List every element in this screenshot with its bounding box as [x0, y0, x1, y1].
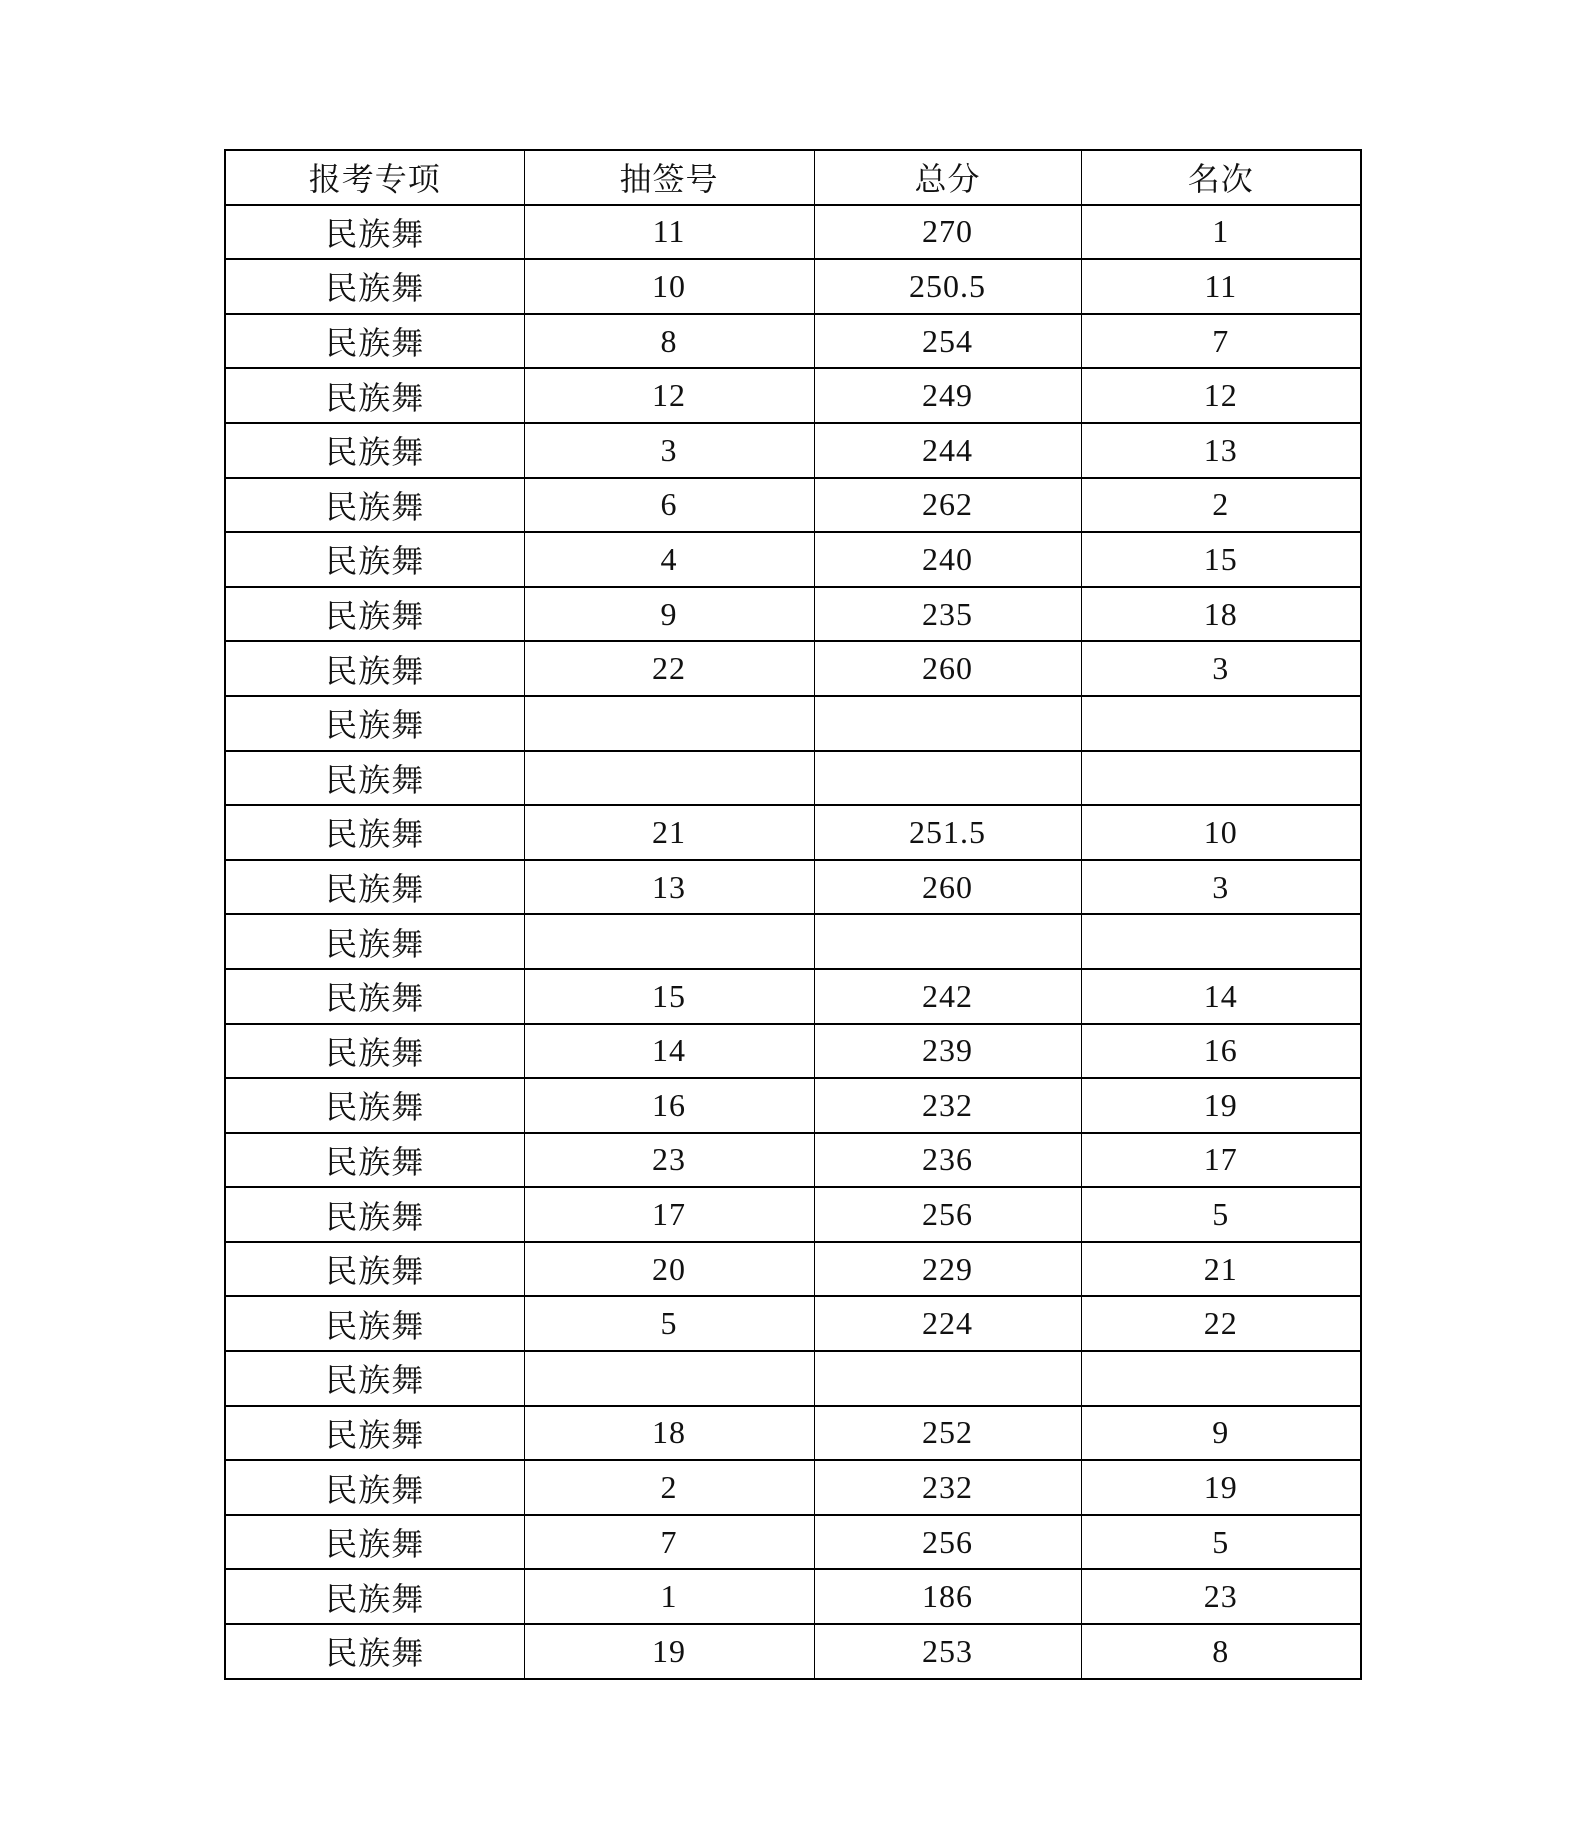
- total-score-cell: 232: [814, 1460, 1081, 1515]
- header-rank: 名次: [1081, 150, 1361, 205]
- total-score-cell: 251.5: [814, 805, 1081, 860]
- total-score-cell: 235: [814, 587, 1081, 642]
- specialty-cell: 民族舞: [225, 532, 524, 587]
- total-score-cell: 256: [814, 1515, 1081, 1570]
- specialty-cell: 民族舞: [225, 423, 524, 478]
- total-score-cell: 253: [814, 1624, 1081, 1679]
- table-row: [225, 1024, 1361, 1079]
- rank-cell: 13: [1081, 423, 1361, 478]
- table-row: [225, 1406, 1361, 1461]
- table-row: [225, 1460, 1361, 1515]
- specialty-cell: 民族舞: [225, 1078, 524, 1133]
- rank-cell: 15: [1081, 532, 1361, 587]
- table-row: [225, 1187, 1361, 1242]
- specialty-cell: 民族舞: [225, 205, 524, 260]
- table-row: [225, 641, 1361, 696]
- specialty-cell: 民族舞: [225, 1133, 524, 1188]
- specialty-cell: 民族舞: [225, 1460, 524, 1515]
- lottery-number-cell: 19: [524, 1624, 814, 1679]
- table-row: [225, 751, 1361, 806]
- rank-cell: [1081, 1351, 1361, 1406]
- total-score-cell: 250.5: [814, 259, 1081, 314]
- total-score-cell: [814, 696, 1081, 751]
- table-row: [225, 1133, 1361, 1188]
- specialty-cell: 民族舞: [225, 1242, 524, 1297]
- total-score-cell: [814, 914, 1081, 969]
- rank-cell: 23: [1081, 1569, 1361, 1624]
- rank-cell: 11: [1081, 259, 1361, 314]
- total-score-cell: 229: [814, 1242, 1081, 1297]
- lottery-number-cell: 9: [524, 587, 814, 642]
- total-score-cell: 236: [814, 1133, 1081, 1188]
- table-row: [225, 205, 1361, 260]
- table-row: [225, 1351, 1361, 1406]
- table-row: [225, 1624, 1361, 1679]
- specialty-cell: 民族舞: [225, 1515, 524, 1570]
- lottery-number-cell: 2: [524, 1460, 814, 1515]
- total-score-cell: 252: [814, 1406, 1081, 1461]
- rank-cell: 1: [1081, 205, 1361, 260]
- table-row: [225, 1242, 1361, 1297]
- rank-cell: 3: [1081, 860, 1361, 915]
- lottery-number-cell: 22: [524, 641, 814, 696]
- specialty-cell: 民族舞: [225, 641, 524, 696]
- total-score-cell: 254: [814, 314, 1081, 369]
- specialty-cell: 民族舞: [225, 696, 524, 751]
- specialty-cell: 民族舞: [225, 1406, 524, 1461]
- total-score-cell: 224: [814, 1296, 1081, 1351]
- lottery-number-cell: [524, 696, 814, 751]
- specialty-cell: 民族舞: [225, 969, 524, 1024]
- total-score-cell: 239: [814, 1024, 1081, 1079]
- total-score-cell: 270: [814, 205, 1081, 260]
- table-row: [225, 314, 1361, 369]
- specialty-cell: 民族舞: [225, 805, 524, 860]
- header-row: [225, 150, 1361, 205]
- lottery-number-cell: 12: [524, 368, 814, 423]
- specialty-cell: 民族舞: [225, 478, 524, 533]
- lottery-number-cell: 6: [524, 478, 814, 533]
- lottery-number-cell: 3: [524, 423, 814, 478]
- lottery-number-cell: 15: [524, 969, 814, 1024]
- rank-cell: 2: [1081, 478, 1361, 533]
- total-score-cell: [814, 751, 1081, 806]
- table-row: [225, 696, 1361, 751]
- rank-cell: 18: [1081, 587, 1361, 642]
- specialty-cell: 民族舞: [225, 314, 524, 369]
- table-row: [225, 805, 1361, 860]
- rank-cell: [1081, 914, 1361, 969]
- rank-cell: 3: [1081, 641, 1361, 696]
- table-row: [225, 1078, 1361, 1133]
- lottery-number-cell: [524, 751, 814, 806]
- lottery-number-cell: 21: [524, 805, 814, 860]
- lottery-number-cell: 17: [524, 1187, 814, 1242]
- lottery-number-cell: 14: [524, 1024, 814, 1079]
- total-score-cell: 260: [814, 641, 1081, 696]
- total-score-cell: 256: [814, 1187, 1081, 1242]
- rank-cell: 8: [1081, 1624, 1361, 1679]
- specialty-cell: 民族舞: [225, 259, 524, 314]
- lottery-number-cell: [524, 1351, 814, 1406]
- table-row: [225, 587, 1361, 642]
- header-lottery-number: 抽签号: [524, 150, 814, 205]
- score-table-body: [225, 205, 1361, 1679]
- total-score-cell: 186: [814, 1569, 1081, 1624]
- total-score-cell: 242: [814, 969, 1081, 1024]
- rank-cell: 5: [1081, 1515, 1361, 1570]
- specialty-cell: 民族舞: [225, 1024, 524, 1079]
- rank-cell: 9: [1081, 1406, 1361, 1461]
- table-row: [225, 1569, 1361, 1624]
- rank-cell: 21: [1081, 1242, 1361, 1297]
- rank-cell: 14: [1081, 969, 1361, 1024]
- specialty-cell: 民族舞: [225, 1624, 524, 1679]
- lottery-number-cell: 23: [524, 1133, 814, 1188]
- specialty-cell: 民族舞: [225, 1187, 524, 1242]
- total-score-cell: 232: [814, 1078, 1081, 1133]
- specialty-cell: 民族舞: [225, 1351, 524, 1406]
- lottery-number-cell: 13: [524, 860, 814, 915]
- lottery-number-cell: 8: [524, 314, 814, 369]
- total-score-cell: 240: [814, 532, 1081, 587]
- total-score-cell: 260: [814, 860, 1081, 915]
- table-row: [225, 478, 1361, 533]
- lottery-number-cell: 1: [524, 1569, 814, 1624]
- lottery-number-cell: 7: [524, 1515, 814, 1570]
- table-row: [225, 1296, 1361, 1351]
- rank-cell: [1081, 696, 1361, 751]
- specialty-cell: 民族舞: [225, 587, 524, 642]
- lottery-number-cell: 16: [524, 1078, 814, 1133]
- score-table-container: [224, 149, 1360, 1680]
- specialty-cell: 民族舞: [225, 368, 524, 423]
- table-row: [225, 860, 1361, 915]
- lottery-number-cell: 20: [524, 1242, 814, 1297]
- specialty-cell: 民族舞: [225, 751, 524, 806]
- lottery-number-cell: 10: [524, 259, 814, 314]
- header-total-score: 总分: [814, 150, 1081, 205]
- table-row: [225, 1515, 1361, 1570]
- rank-cell: 17: [1081, 1133, 1361, 1188]
- lottery-number-cell: 18: [524, 1406, 814, 1461]
- table-row: [225, 368, 1361, 423]
- rank-cell: 5: [1081, 1187, 1361, 1242]
- rank-cell: 19: [1081, 1078, 1361, 1133]
- total-score-cell: 244: [814, 423, 1081, 478]
- rank-cell: 10: [1081, 805, 1361, 860]
- table-row: [225, 914, 1361, 969]
- specialty-cell: 民族舞: [225, 914, 524, 969]
- table-row: [225, 969, 1361, 1024]
- table-row: [225, 532, 1361, 587]
- rank-cell: [1081, 751, 1361, 806]
- total-score-cell: 262: [814, 478, 1081, 533]
- rank-cell: 16: [1081, 1024, 1361, 1079]
- lottery-number-cell: 5: [524, 1296, 814, 1351]
- rank-cell: 19: [1081, 1460, 1361, 1515]
- specialty-cell: 民族舞: [225, 860, 524, 915]
- header-specialty: 报考专项: [225, 150, 524, 205]
- table-row: [225, 259, 1361, 314]
- specialty-cell: 民族舞: [225, 1296, 524, 1351]
- lottery-number-cell: 11: [524, 205, 814, 260]
- rank-cell: 22: [1081, 1296, 1361, 1351]
- rank-cell: 12: [1081, 368, 1361, 423]
- lottery-number-cell: [524, 914, 814, 969]
- total-score-cell: 249: [814, 368, 1081, 423]
- total-score-cell: [814, 1351, 1081, 1406]
- specialty-cell: 民族舞: [225, 1569, 524, 1624]
- lottery-number-cell: 4: [524, 532, 814, 587]
- table-row: [225, 423, 1361, 478]
- score-table: [224, 149, 1362, 1680]
- rank-cell: 7: [1081, 314, 1361, 369]
- score-table-header: [225, 150, 1361, 205]
